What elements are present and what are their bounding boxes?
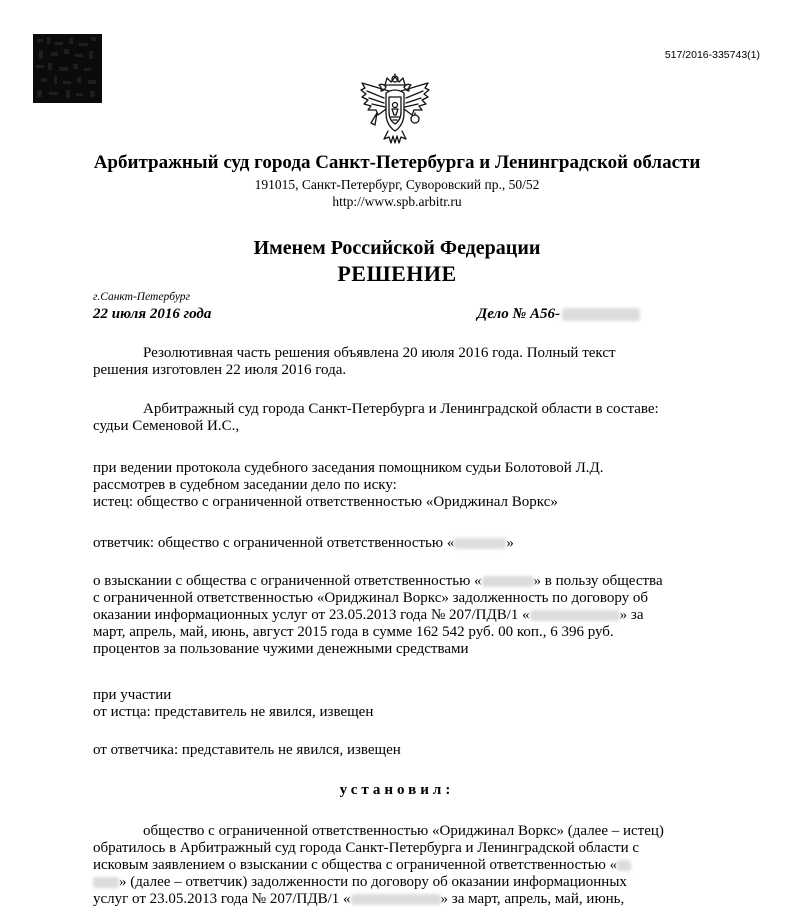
claim-paragraph bbox=[93, 573, 699, 658]
coat-of-arms-emblem bbox=[358, 73, 432, 147]
composition-paragraph bbox=[93, 401, 699, 435]
body-line-2: обратилось в Арбитражный суд города Санкт-Петербурга и Ленинградской области с bbox=[93, 840, 640, 856]
qr-code bbox=[33, 34, 102, 103]
composition-line-2: судьи Семеновой И.С., bbox=[93, 418, 240, 434]
body-line-4: » (далее – ответчик) задолженности по договору об оказании информационных bbox=[93, 874, 699, 891]
redacted-contract-name bbox=[351, 894, 441, 905]
document-number: 517/2016-335743(1) bbox=[664, 49, 760, 61]
case-number-prefix: Дело № А56- bbox=[477, 306, 560, 322]
decision-date: 22 июля 2016 года bbox=[93, 306, 212, 322]
body-paragraph bbox=[93, 823, 699, 908]
claim-line-4: март, апрель, май, июнь, август 2015 года в сумме 162 542 руб. 00 коп., 6 396 руб. bbox=[93, 624, 614, 640]
defendant-paragraph bbox=[93, 535, 699, 552]
established-heading: установил: bbox=[339, 782, 455, 798]
court-name: Арбитражный суд города Санкт-Петербурга и Ленинградской области bbox=[93, 152, 701, 173]
protocol-paragraph bbox=[93, 460, 699, 511]
body-line-1: общество с ограниченной ответственностью «Ориджинал Воркс» (далее – истец) bbox=[143, 823, 664, 839]
composition-line-1: Арбитражный суд города Санкт-Петербурга и Ленинградской области в составе: bbox=[143, 401, 659, 417]
redacted-defendant-name bbox=[454, 538, 506, 549]
claim-line-5: процентов за пользование чужими денежными средствами bbox=[93, 641, 469, 657]
case-number bbox=[477, 306, 640, 323]
court-address: 191015, Санкт-Петербург, Суворовский пр., 50/52 bbox=[254, 177, 540, 192]
protocol-line-2: рассмотрев в судебном заседании дело по иску: bbox=[93, 477, 397, 493]
participation-paragraph bbox=[93, 687, 699, 721]
claim-line-1: о взыскании с общества с ограниченной ответственностью « » в пользу общества bbox=[93, 573, 663, 589]
participation-line-2: от истца: представитель не явился, извещен bbox=[93, 704, 374, 720]
defendant-line: ответчик: общество с ограниченной ответственностью « bbox=[93, 535, 455, 551]
redacted-defendant-name bbox=[617, 860, 631, 871]
court-url: http://www.spb.arbitr.ru bbox=[332, 194, 462, 209]
redacted-defendant-name bbox=[482, 576, 534, 587]
decision-title: РЕШЕНИЕ bbox=[337, 261, 457, 286]
defendant-quote-close: » bbox=[506, 535, 514, 551]
resolution-line-2: решения изготовлен 22 июля 2016 года. bbox=[93, 362, 347, 378]
claim-line-3: оказании информационных услуг от 23.05.2013 года № 207/ПДВ/1 « » за bbox=[93, 607, 644, 623]
redacted-case-number bbox=[562, 308, 640, 321]
participation-line-1: при участии bbox=[93, 687, 172, 703]
redacted-defendant-name bbox=[93, 877, 119, 888]
body-line-3: исковым заявлением о взыскании с общества с ограниченной ответственностью « bbox=[93, 857, 699, 874]
resolution-line-1: Резолютивная часть решения объявлена 20 июля 2016 года. Полный текст bbox=[143, 345, 616, 361]
in-the-name-heading: Именем Российской Федерации bbox=[253, 237, 541, 259]
resolution-paragraph bbox=[93, 345, 699, 379]
defendant-participation: от ответчика: представитель не явился, извещен bbox=[93, 742, 401, 758]
claim-line-2: с ограниченной ответственностью «Ориджинал Воркс» задолженность по договору об bbox=[93, 590, 649, 606]
protocol-line-1: при ведении протокола судебного заседания помощником судьи Болотовой Л.Д. bbox=[93, 460, 604, 476]
body-line-5: услуг от 23.05.2013 года № 207/ПДВ/1 « » за март, апрель, май, июнь, bbox=[93, 891, 625, 907]
redacted-contract-name bbox=[530, 610, 620, 621]
plaintiff-line: истец: общество с ограниченной ответственностью «Ориджинал Воркс» bbox=[93, 494, 558, 510]
city: г.Санкт-Петербург bbox=[93, 291, 191, 303]
